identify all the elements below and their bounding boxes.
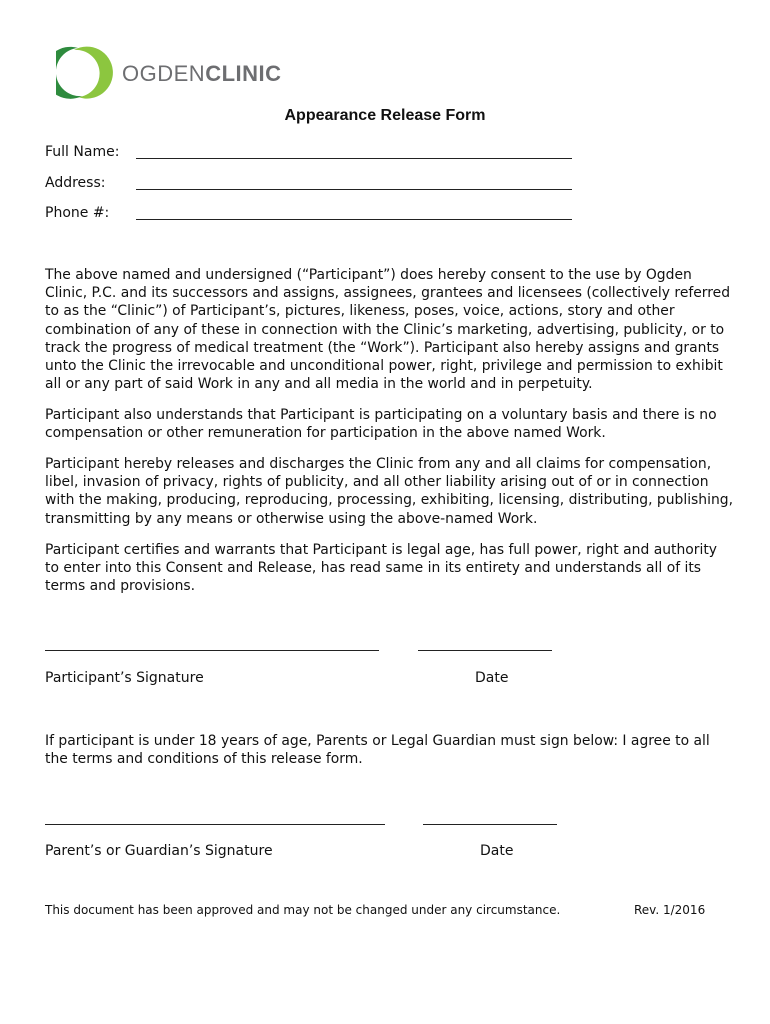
- brand-name-light: OGDEN: [122, 61, 206, 86]
- participant-date-line[interactable]: [418, 650, 552, 651]
- phone-field[interactable]: [136, 219, 572, 220]
- participant-signature-label: Participant’s Signature: [45, 670, 204, 686]
- ring-icon: [56, 47, 113, 99]
- guardian-signature-label: Parent’s or Guardian’s Signature: [45, 843, 273, 859]
- guardian-date-line[interactable]: [423, 824, 557, 825]
- address-field[interactable]: [136, 189, 572, 190]
- ogden-clinic-logo: [56, 42, 306, 102]
- participant-signature-line[interactable]: [45, 650, 379, 651]
- full-name-field[interactable]: [136, 158, 572, 159]
- address-label: Address:: [45, 175, 106, 191]
- warranty-paragraph: Participant certifies and warrants that Participant is legal age, has full power, right and authority to enter into this Consent and Release, has read same in its entirety and understands all of its terms and provisions.: [45, 542, 718, 595]
- guardian-signature-line[interactable]: [45, 824, 385, 825]
- voluntary-paragraph: Participant also understands that Participant is participating on a voluntary basis and there is no compensation or other remuneration for participation in the above named Work.: [45, 407, 717, 442]
- consent-paragraph: The above named and undersigned (“Participant”) does hereby consent to the use by Ogden Clinic, P.C. and its successors and assigns, assignees, grantees and licensees (collectively referred to as the “Clinic”) of Participant’s, pictures, likeness, poses, voice, actions, story and other combination of any of these in connection with the Clinic’s marketing, advertising, publicity, or to track the progress of medical treatment (the “Work”). Participant also hereby assigns and grants unto the Clinic the irrevocable and unconditional power, right, privilege and permission to exhibit all or any part of said Work in any and all media in the world and in perpetuity.: [45, 267, 731, 393]
- phone-label: Phone #:: [45, 205, 110, 221]
- participant-date-label: Date: [475, 670, 509, 686]
- brand-name-bold: CLINIC: [205, 61, 282, 86]
- guardian-note: If participant is under 18 years of age, Parents or Legal Guardian must sign below: I agree to all the terms and conditions of this release form.: [45, 733, 710, 768]
- footer-notice: This document has been approved and may not be changed under any circumstance.: [45, 903, 561, 917]
- revision-label: Rev. 1/2016: [634, 903, 706, 917]
- full-name-label: Full Name:: [45, 144, 120, 160]
- guardian-date-label: Date: [480, 843, 514, 859]
- svg-text:OGDENCLINIC: [122, 61, 282, 86]
- release-paragraph: Participant hereby releases and discharges the Clinic from any and all claims for compensation, libel, invasion of privacy, rights of publicity, and all other liability arising out of or in connection with the making, producing, reproducing, processing, exhibiting, licensing, distributing, publishing, transmitting by any means or otherwise using the above-named Work.: [45, 456, 733, 527]
- form-title: Appearance Release Form: [284, 107, 486, 124]
